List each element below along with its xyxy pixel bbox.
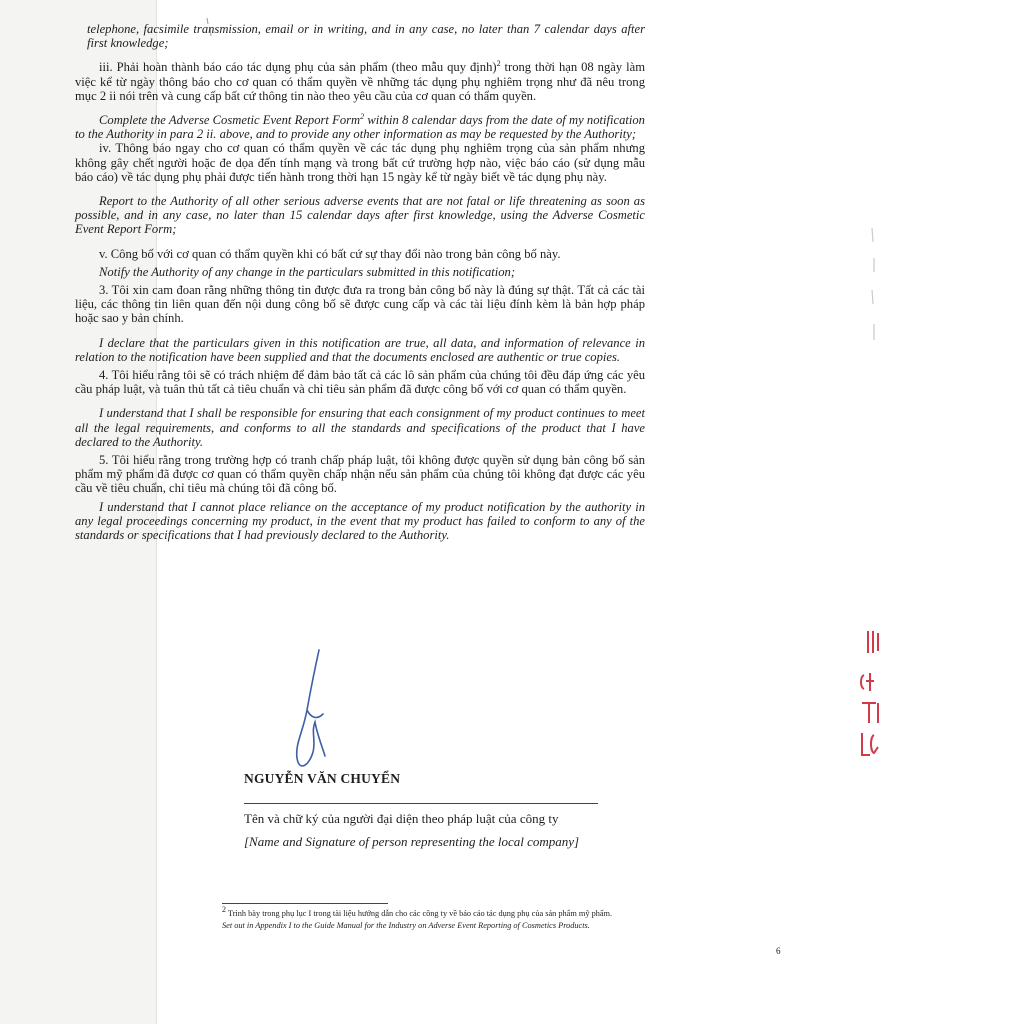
handwritten-signature	[289, 648, 329, 778]
paragraph-2iii-vi: iii. Phải hoàn thành báo cáo tác dụng phụ của sản phẩm (theo mẫu quy định)$^2$ trong thời hạn 08 ngày làm việc kể từ ngày thông báo cho cơ quan có thẩm quyền về những tác dụng phụ nghiêm trọng như đã nêu trong mục 2 ii nói trên và cung cấp bất cứ thông tin nào theo yêu cầu của cơ quan có thẩm quyền.	[75, 59, 645, 103]
signature-line	[244, 803, 598, 804]
faint-margin-marks	[864, 228, 884, 348]
paragraph-2v-vi: v. Công bố với cơ quan có thẩm quyền khi có bất cứ sự thay đổi nào trong bản công bố này.	[99, 246, 561, 261]
paragraph-5-en: I understand that I cannot place reliance on the acceptance of my product notification by the authority in any legal proceedings concerning my product, in the event that my product has failed to conform to any of the standards or specifications that I had previously declared to the Authority.	[75, 499, 645, 543]
footnote-ref: 2	[496, 59, 501, 69]
paragraph-5-vi: 5. Tôi hiểu rằng trong trường hợp có tranh chấp pháp luật, tôi không được quyền sử dụng bản công bố sản phẩm mỹ phẩm đã được cơ quan có thẩm quyền chấp nhận nếu sản phẩm của chúng tôi không đạt được các yêu cầu về tiêu chuẩn, chỉ tiêu mà chúng tôi đã công bố.	[75, 453, 645, 496]
signature-caption-en: [Name and Signature of person representing the local company]	[244, 834, 580, 849]
paragraph-3-en: I declare that the particulars given in this notification are true, all data, and information of relevance in relation to the notification have been supplied and that the documents enclosed are authentic or true copies.	[75, 335, 645, 364]
footnote-en: Set out in Appendix I to the Guide Manual for the Industry on Adverse Event Reporting of Cosmetics Products.	[222, 921, 590, 930]
document-body	[75, 22, 645, 542]
footnote-separator	[222, 903, 388, 904]
red-stamp-fragment	[856, 625, 886, 760]
paragraph-2iv-en: Report to the Authority of all other serious adverse events that are not fatal or life threatening as soon as possible, and in any case, no later than 15 calendar days after first knowledge, using the Adverse Cosmetic Event Report Form;	[75, 194, 645, 237]
paragraph-2ii-en-continued: telephone, facsimile transmission, email or in writing, and in any case, no later than 7 calendar days after first knowledge;	[87, 22, 645, 51]
page-number: 6	[776, 946, 781, 956]
paragraph-4-vi: 4. Tôi hiểu rằng tôi sẽ có trách nhiệm để đảm bảo tất cả các lô sản phẩm của chúng tôi đều đáp ứng các yêu cầu pháp luật, và tuân thủ tất cả tiêu chuẩn và chỉ tiêu sản phẩm đã được công bố với cơ quan có thẩm quyền.	[75, 368, 645, 397]
paragraph-2iii-en: Complete the Adverse Cosmetic Event Report Form$^2$ within 8 calendar days from the date of my notification to the Authority in para 2 ii. above, and to provide any other information as may be requested by the Authority;	[75, 111, 645, 142]
paragraph-3-vi: 3. Tôi xin cam đoan rằng những thông tin được đưa ra trong bản công bố này là đúng sự thật. Tất cả các tài liệu, các thông tin liên quan đến nội dung công bố sẽ được cung cấp và các tài liệu đính kèm là bản hợp pháp hoặc sao y bản chính.	[75, 283, 645, 326]
signature-caption-vi: Tên và chữ ký của người đại diện theo pháp luật của công ty	[244, 811, 559, 826]
paragraph-2v-en: Notify the Authority of any change in the particulars submitted in this notification;	[99, 264, 516, 279]
footnote-ref: 2	[360, 111, 365, 121]
paragraph-4-en: I understand that I shall be responsible for ensuring that each consignment of my product continues to meet all the legal requirements, and conforms to all the standards and specifications of the product that I have declared to the Authority.	[75, 406, 645, 449]
paragraph-2iv-vi: iv. Thông báo ngay cho cơ quan có thẩm quyền về các tác dụng phụ nghiêm trọng của sản phẩm nhưng không gây chết người hoặc đe dọa đến tính mạng và trong bất cứ trường hợp nào, việc báo cáo (sử dụng mẫu báo cáo) về tác dụng phụ phải được tiến hành trong thời hạn 15 ngày kể từ ngày biết về tác dụng phụ này.	[75, 141, 645, 184]
signer-name: NGUYỄN VĂN CHUYỂN	[244, 771, 401, 786]
footnote-vi: $^2$ Trình bày trong phụ lục I trong tài liệu hướng dẫn cho các công ty về báo cáo tác dụng phụ của sản phẩm mỹ phẩm.	[222, 905, 613, 918]
